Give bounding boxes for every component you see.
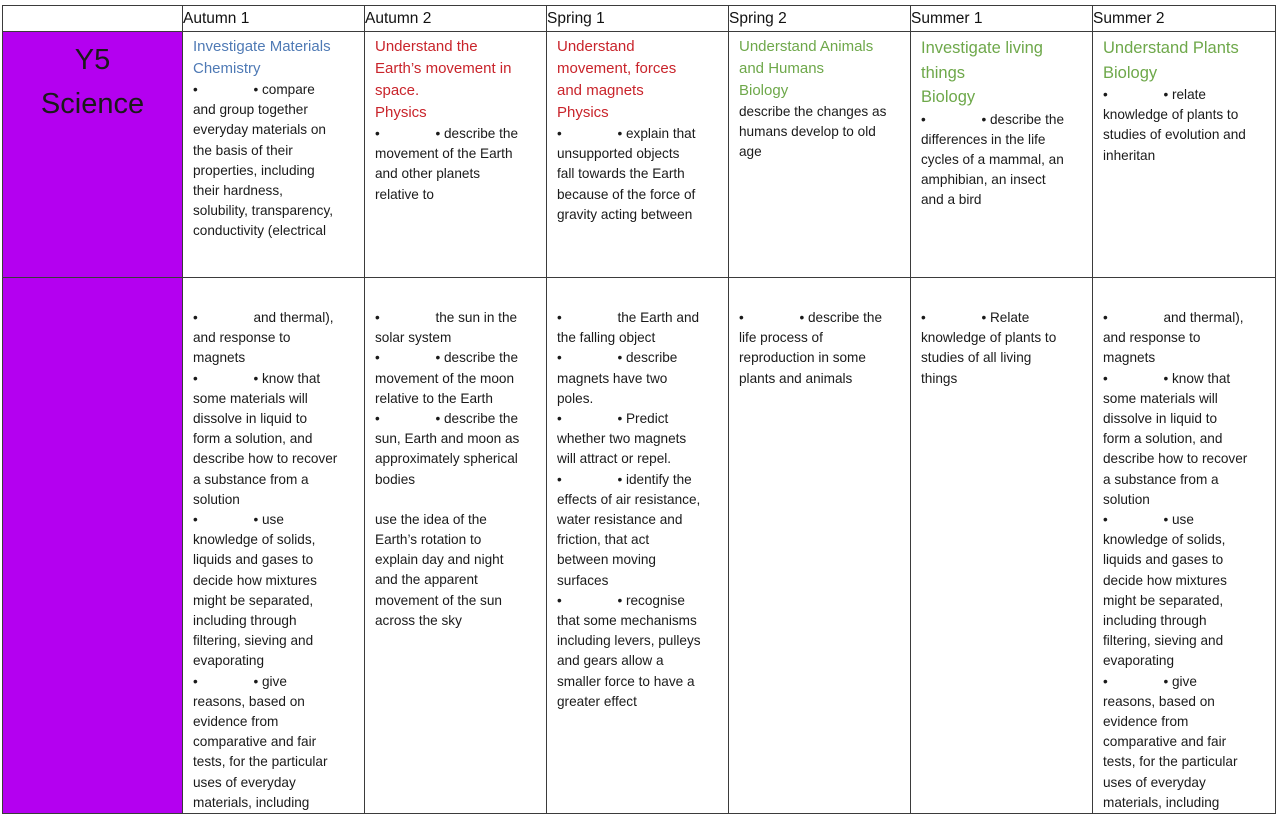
topic-body-extra: use the idea of the Earth’s rotation to explain day and night and the apparent movement of the sun across the sky [375, 511, 504, 628]
cell-summer-2 [1093, 32, 1276, 278]
topic-body: • • relate knowledge of plants to studies of evolution and inheritan [1103, 87, 1246, 163]
cell-summer-1-cont [911, 278, 1093, 814]
topic-body: • • describe the life process of reproduction in some plants and animals [739, 310, 883, 386]
topic-body: • • explain that unsupported objects fall towards the Earth because of the force of gravity acting between [557, 126, 696, 222]
header-autumn-2: Autumn 2 [365, 6, 547, 32]
topic-subject: Physics [557, 104, 609, 121]
topic-title: and magnets [557, 82, 644, 99]
cell-autumn-1-cont [183, 278, 365, 814]
corner-cell [3, 6, 183, 32]
topic-title: Investigate Materials [193, 38, 331, 55]
cell-summer-1 [911, 32, 1093, 278]
cell-autumn-2-cont [365, 278, 547, 814]
row-label-cell [3, 278, 183, 814]
header-spring-1: Spring 1 [547, 6, 729, 32]
paragraph-gap [375, 490, 540, 510]
topic-subject: Biology [921, 88, 976, 106]
topic-title: movement, forces [557, 60, 677, 77]
topic-title: Earth’s movement in [375, 60, 512, 77]
topic-body: • • describe the differences in the life cycles of a mammal, an amphibian, an insect and a bird [921, 111, 1065, 208]
topic-body: describe the changes as humans develop to old age [739, 104, 887, 160]
topic-title: space. [375, 82, 420, 99]
topic-subject: Physics [375, 104, 427, 121]
topic-subject: Biology [739, 82, 789, 99]
header-spring-2: Spring 2 [729, 6, 911, 32]
topic-body: • and thermal), and response to magnets • • know that some materials will dissolve in liquid to form a solution, and describe how to recover a substance from a solution • • use knowledge of solids, liquids and gases to decide how mixtures might be separated, including through filtering, sieving and evaporating • • give reasons, based on evidence from comparative and fair tests, for the particular uses of everyday materials, including [1103, 310, 1248, 810]
row-label-cell [3, 32, 183, 278]
topic-title: Understand [557, 38, 635, 55]
topic-body: • • Relate knowledge of plants to studies of all living things [921, 310, 1057, 386]
topic-title: Investigate living [921, 39, 1043, 57]
cell-spring-2-cont [729, 278, 911, 814]
topic-subject: Biology [1103, 63, 1158, 82]
topic-body: • the Earth and the falling object • • describe magnets have two poles. • • Predict whether two magnets will attract or repel. • • identify the effects of air resistance, water resistance and friction, that act between moving surfaces • • recognise that some mechanisms including levers, pulleys and gears allow a smaller force to have a greater effect [557, 310, 701, 709]
cell-autumn-2 [365, 32, 547, 278]
topic-title: Understand the [375, 38, 478, 55]
topic-body: • the sun in the solar system • • describe the movement of the moon relative to the Earth • • describe the sun, Earth and moon as approximately spherical bodies [375, 310, 520, 487]
topic-title: Understand Animals [739, 38, 874, 55]
topic-body: • and thermal), and response to magnets • • know that some materials will dissolve in liquid to form a solution, and describe how to recover a substance from a solution • • use knowledge of solids, liquids and gases to decide how mixtures might be separated, including through filtering, sieving and evaporating • • give reasons, based on evidence from comparative and fair tests, for the particular uses of everyday materials, including [193, 310, 338, 810]
topic-subject: Chemistry [193, 60, 261, 77]
topic-title: things [921, 63, 966, 82]
header-autumn-1: Autumn 1 [183, 6, 365, 32]
header-summer-1: Summer 1 [911, 6, 1093, 32]
year-label: Y5 [74, 44, 111, 76]
topic-title: and Humans [739, 60, 825, 77]
row-label [3, 38, 182, 126]
header-summer-2: Summer 2 [1093, 6, 1276, 32]
cell-spring-2 [729, 32, 911, 278]
table-row [3, 32, 1276, 278]
cell-spring-1-cont [547, 278, 729, 814]
subject-label: Science [40, 88, 145, 120]
cell-summer-2-cont [1093, 278, 1276, 814]
topic-body: • • compare and group together everyday materials on the basis of their properties, including their hardness, solubility, transparency, conductivity (electrical [193, 82, 334, 239]
table-row [3, 278, 1276, 814]
topic-body: • • describe the movement of the Earth and other planets relative to [375, 126, 519, 202]
curriculum-table [2, 5, 1276, 814]
header-row [3, 6, 1276, 32]
cell-autumn-1 [183, 32, 365, 278]
cell-spring-1 [547, 32, 729, 278]
topic-title: Understand Plants [1103, 39, 1239, 57]
